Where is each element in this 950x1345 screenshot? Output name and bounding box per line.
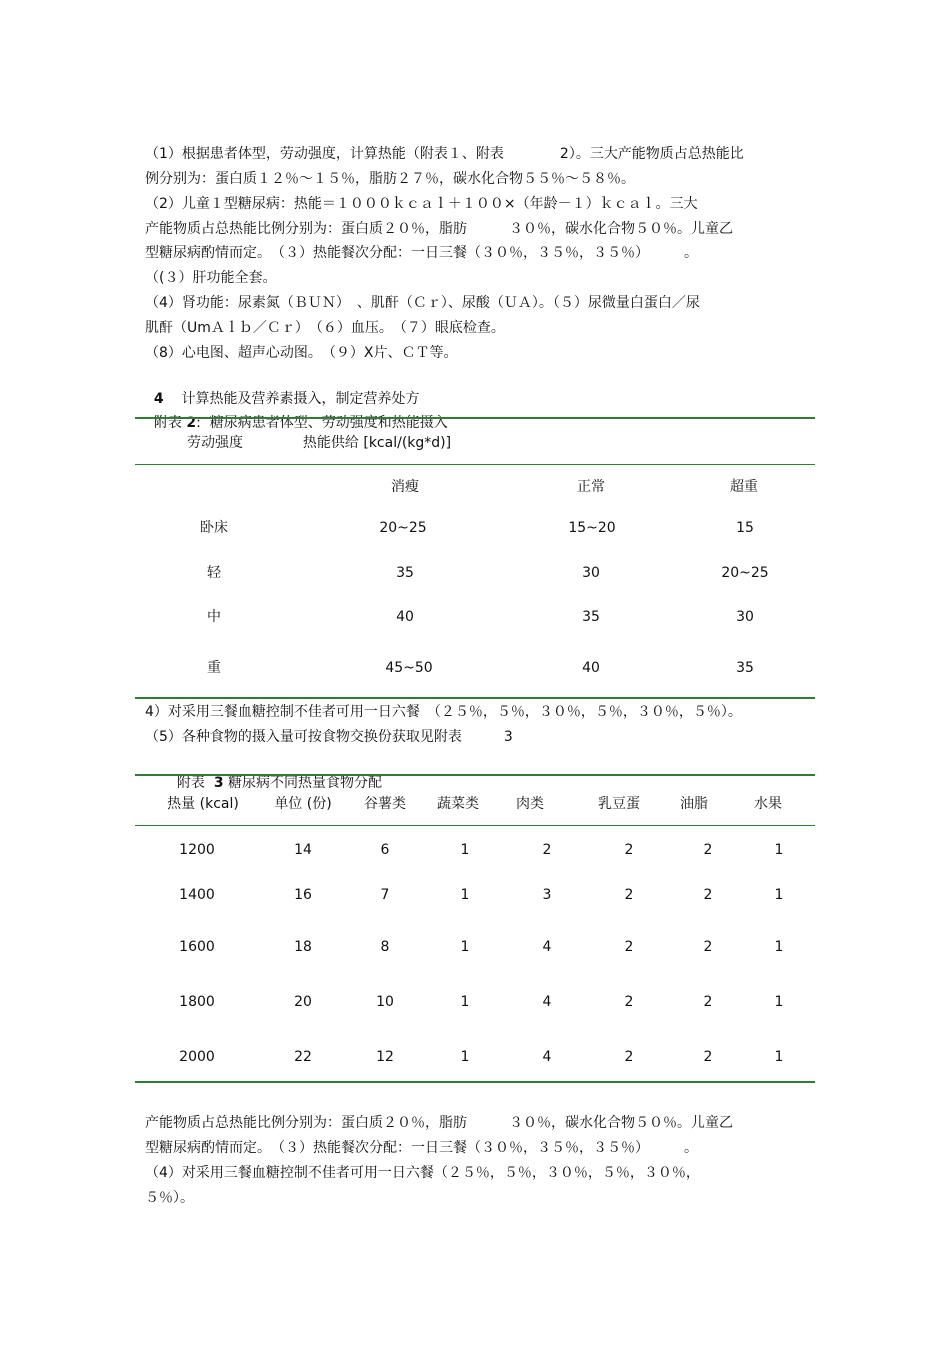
table-cell: 1 <box>774 994 784 1010</box>
table-cell: 2 <box>542 842 552 858</box>
table-cell: 2 <box>703 842 713 858</box>
table-header: 谷薯类 <box>364 796 406 812</box>
text-line: 产能物质占总热能比例分别为：蛋白质２０％，脂肪 ３０％，碳水化合物５０％。儿童乙 <box>145 1115 733 1131</box>
table-cell: 40 <box>582 660 600 676</box>
table-cell: 15~20 <box>568 520 616 536</box>
table-header: 劳动强度 <box>187 435 243 451</box>
table-cell: 35 <box>396 565 414 581</box>
table-subheader: 超重 <box>730 479 758 495</box>
section-title: 计算热能及营养素摄入，制定营养处方 <box>181 391 420 407</box>
table-cell: 2 <box>624 842 634 858</box>
text-line: （2）儿童１型糖尿病：热能＝１０００ｋｃａｌ＋１００×（年龄－１）ｋｃａｌ。三大 <box>145 196 698 212</box>
table-cell: 2 <box>703 994 713 1010</box>
table-cell: 6 <box>380 842 390 858</box>
table-top-rule <box>135 417 815 419</box>
table-cell: 7 <box>380 887 390 903</box>
table-cell: 1 <box>460 887 470 903</box>
table-cell: 1 <box>774 939 784 955</box>
table-cell: 1400 <box>179 887 215 903</box>
table-cell: 2000 <box>179 1049 215 1065</box>
text-line: （4）肾功能：尿素氮（ＢＵＮ） 、肌酐（Ｃｒ）、尿酸（ＵＡ）。（５）尿微量白蛋白／尿 <box>145 295 700 311</box>
table-cell: 1 <box>774 887 784 903</box>
table-bottom-rule <box>135 697 815 699</box>
table-header: 水果 <box>754 796 782 812</box>
text-line: （(３）肝功能全套。 <box>145 270 277 286</box>
table-cell: 1 <box>460 994 470 1010</box>
caption-number: 2 <box>186 415 197 431</box>
table-cell: 8 <box>380 939 390 955</box>
table3-caption <box>168 753 382 793</box>
row-label: 轻 <box>207 565 221 581</box>
table-cell: 2 <box>624 939 634 955</box>
table-cell: 20~25 <box>721 565 769 581</box>
text-line: （5）各种食物的摄入量可按食物交换份获取见附表 3 <box>145 729 513 745</box>
text-line: （8）心电图、超声心动图。 （９）X片、ＣＴ等。 <box>145 345 458 361</box>
table-cell: 20 <box>294 994 312 1010</box>
table-header: 乳豆蛋 <box>598 796 640 812</box>
table-cell: 2 <box>624 994 634 1010</box>
table-cell: 4 <box>542 939 552 955</box>
table-cell: 30 <box>582 565 600 581</box>
table-cell: 22 <box>294 1049 312 1065</box>
table-cell: 1 <box>460 842 470 858</box>
table-header: 肉类 <box>516 796 544 812</box>
table-top-rule <box>135 774 815 776</box>
table-cell: 4 <box>542 1049 552 1065</box>
text-line: 例分别为：蛋白质１２％～１５％，脂肪２７％，碳水化合物５５％～５８％。 <box>145 171 635 187</box>
table-cell: 2 <box>703 887 713 903</box>
table-cell: 3 <box>542 887 552 903</box>
text-line: 产能物质占总热能比例分别为：蛋白质２０％，脂肪 ３０％，碳水化合物５０％。儿童乙 <box>145 221 733 237</box>
table-header: 油脂 <box>680 796 708 812</box>
table-cell: 12 <box>376 1049 394 1065</box>
table-cell: 35 <box>582 609 600 625</box>
table-cell: 1800 <box>179 994 215 1010</box>
section-number: 4 <box>153 391 164 407</box>
table-cell: 2 <box>624 1049 634 1065</box>
table-cell: 2 <box>703 939 713 955</box>
row-label: 重 <box>207 660 221 676</box>
table-header: 单位 (份) <box>274 796 332 812</box>
table-header: 热量 (kcal) <box>167 796 239 812</box>
text-line: 型糖尿病酌情而定。 （３）热能餐次分配：一日三餐（３０％，３５％，３５％） 。 <box>145 1140 698 1156</box>
table-bottom-rule <box>135 1081 815 1083</box>
table-cell: 16 <box>294 887 312 903</box>
table-cell: 4 <box>542 994 552 1010</box>
table-cell: 1200 <box>179 842 215 858</box>
table-cell: 35 <box>736 660 754 676</box>
table-cell: 14 <box>294 842 312 858</box>
table-cell: 1 <box>460 1049 470 1065</box>
text-line: 4）对采用三餐血糖控制不佳者可用一日六餐 （２５％，５％，３０％，５％，３０％，５％）。 <box>145 704 742 720</box>
table-header-rule <box>135 825 815 826</box>
caption-prefix: 附表 <box>176 775 205 791</box>
text-line: ５％）。 <box>145 1190 194 1206</box>
table-cell: 18 <box>294 939 312 955</box>
table-cell: 2 <box>624 887 634 903</box>
table-cell: 15 <box>736 520 754 536</box>
table-cell: 10 <box>376 994 394 1010</box>
caption-text: : 糖尿病患者体型、劳动强度和热能摄入 <box>196 415 448 431</box>
table-header: 蔬菜类 <box>437 796 479 812</box>
text-line: （4）对采用三餐血糖控制不佳者可用一日六餐（２５％，５％，３０％，５％，３０％， <box>145 1165 700 1181</box>
table-subheader: 正常 <box>577 479 605 495</box>
table-header: 热能供给 [kcal/(kg*d)] <box>302 435 452 451</box>
caption-text: 糖尿病不同热量食物分配 <box>228 775 383 791</box>
table-cell: 2 <box>703 1049 713 1065</box>
row-label: 中 <box>207 609 221 625</box>
table-cell: 1600 <box>179 939 215 955</box>
table-header-rule <box>135 464 815 465</box>
table-cell: 20~25 <box>379 520 427 536</box>
text-line: （1）根据患者体型，劳动强度，计算热能（附表１、附表 2）。三大产能物质占总热能比 <box>145 146 744 162</box>
table-cell: 40 <box>396 609 414 625</box>
table-subheader: 消瘦 <box>391 479 419 495</box>
table-cell: 1 <box>460 939 470 955</box>
text-line: 型糖尿病酌情而定。 （３）热能餐次分配：一日三餐（３０％，３５％，３５％） 。 <box>145 245 698 261</box>
row-label: 卧床 <box>200 520 228 536</box>
table-cell: 30 <box>736 609 754 625</box>
caption-number: 3 <box>213 775 224 791</box>
table2-caption <box>145 393 448 433</box>
table-cell: 1 <box>774 1049 784 1065</box>
caption-prefix: 附表 <box>153 415 182 431</box>
table-cell: 45~50 <box>385 660 433 676</box>
table-cell: 1 <box>774 842 784 858</box>
text-line: 肌酐（UmＡｌｂ／Ｃｒ） （６）血压。 （７）眼底检查。 <box>145 320 505 336</box>
